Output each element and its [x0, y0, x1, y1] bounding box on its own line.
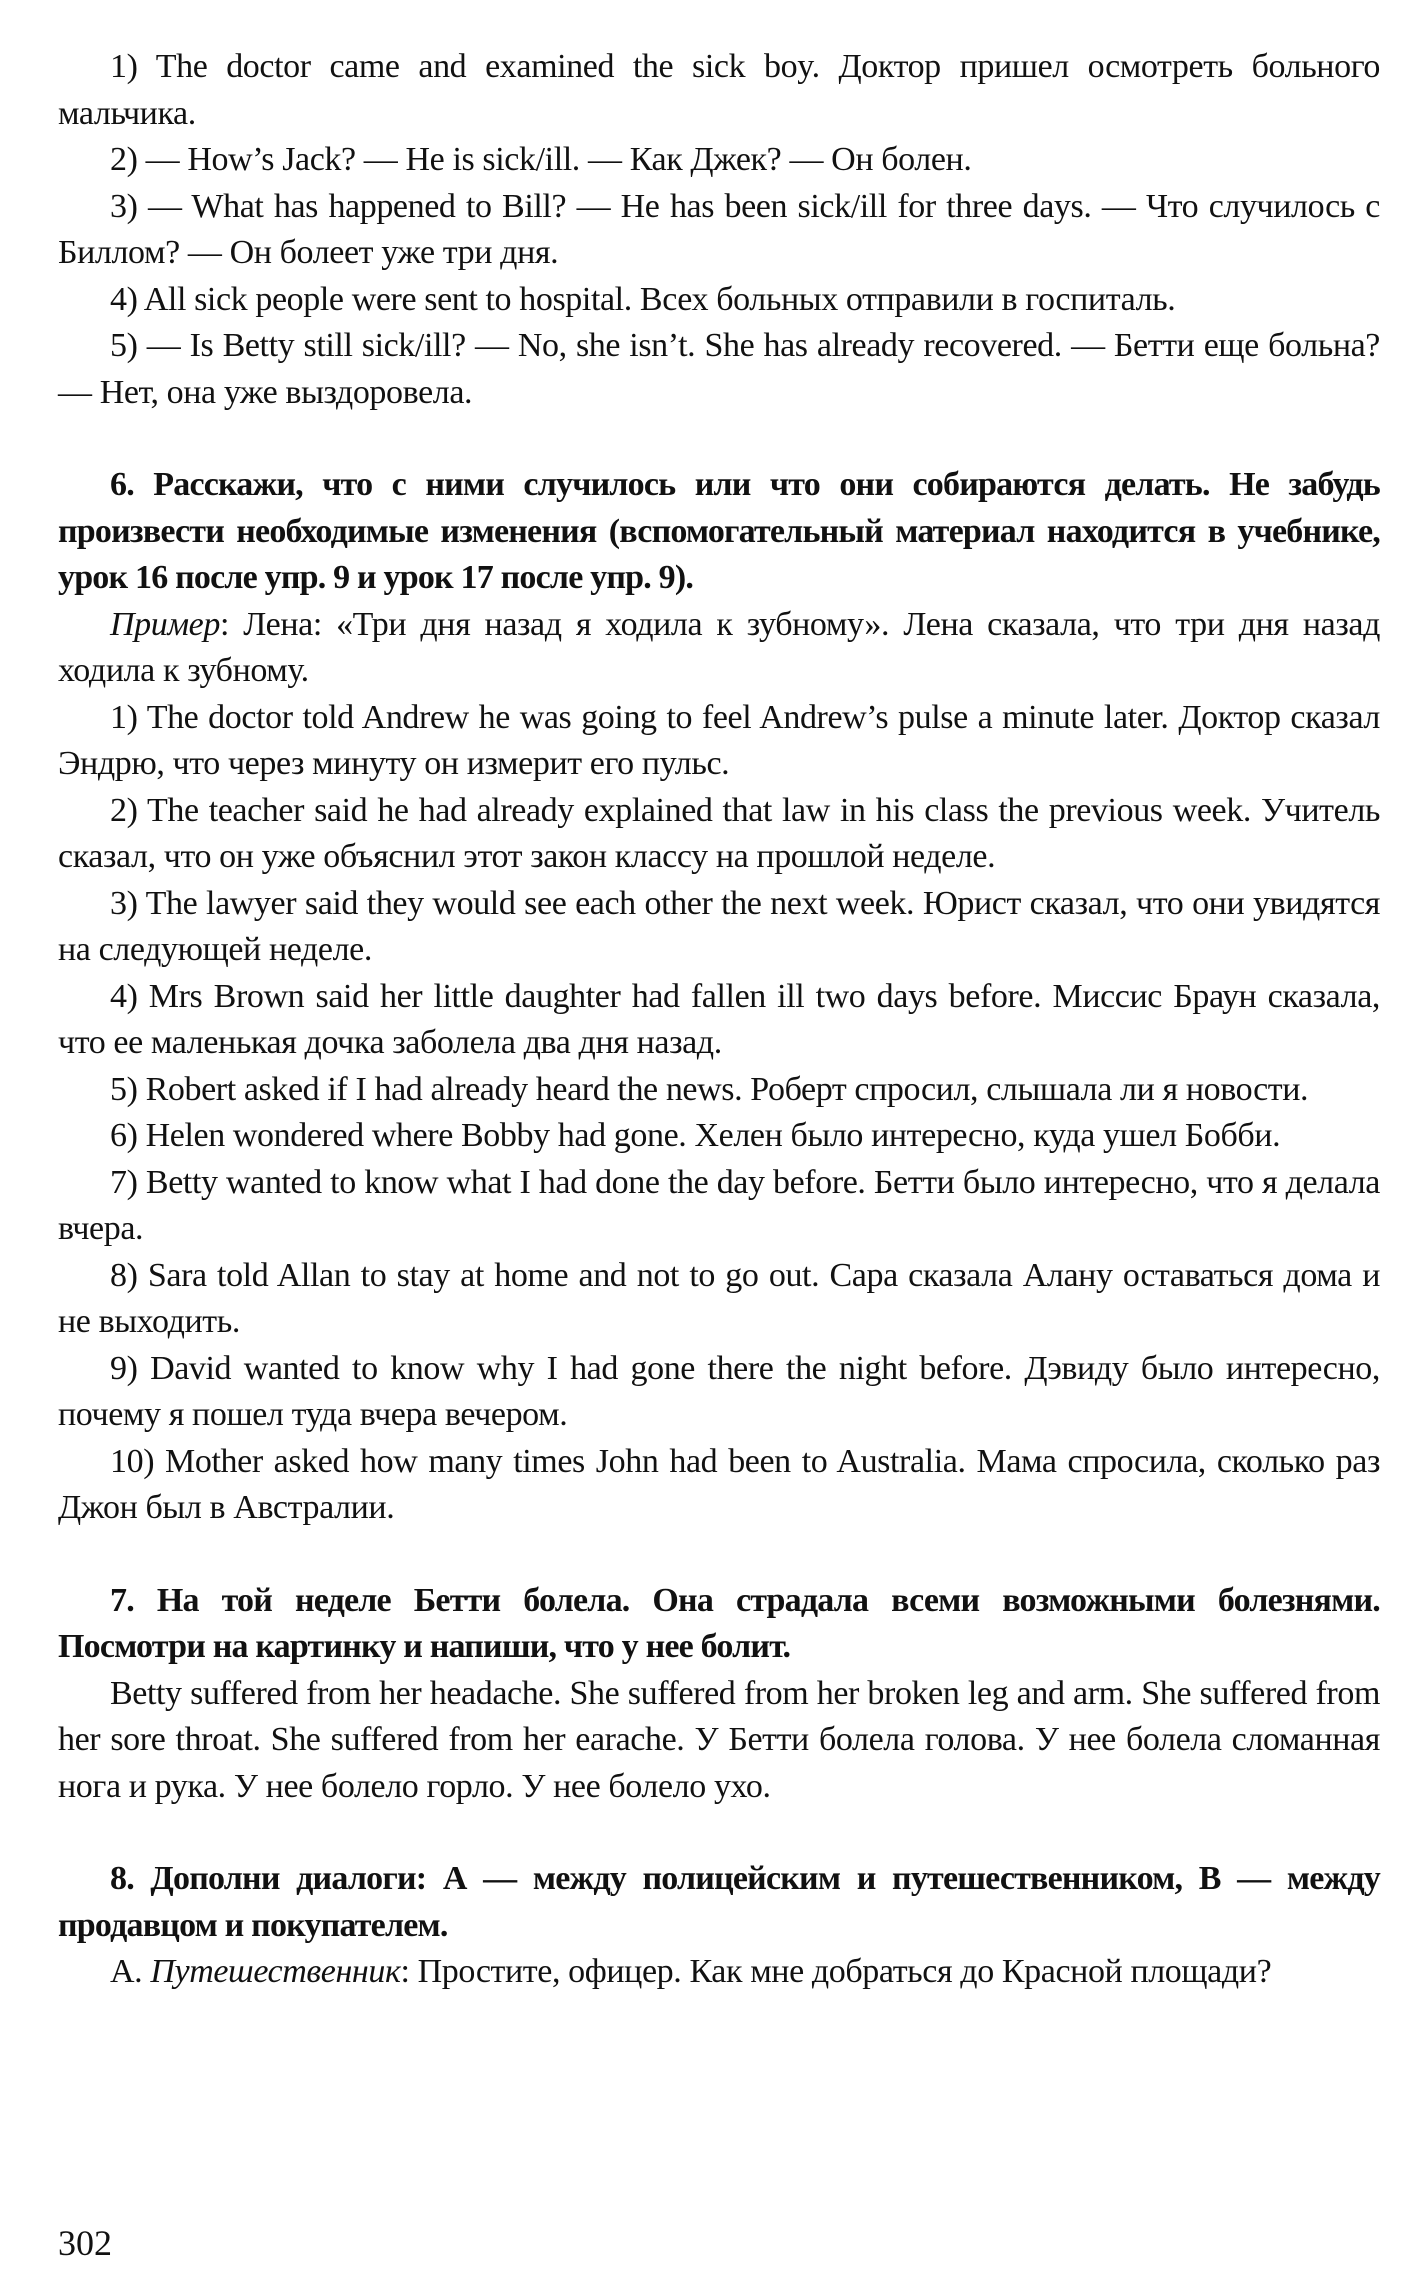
- dialogue-speaker: Путешественник: [150, 1953, 401, 1990]
- task-7-answer: Betty suffered from her headache. She suffered from her broken leg and arm. She suffered from her sore throat. She suffered from her earache. У Бетти болела голова. У нее болела сломанная нога и рука. У нее болело горло. У нее болело ухо.: [58, 1674, 1380, 1805]
- dialogue-text: : Простите, офицер. Как мне добраться до Красной площади?: [400, 1953, 1272, 1990]
- task-6-example: [58, 602, 1380, 695]
- answer-5-5: 5) — Is Betty still sick/ill? — No, she isn’t. She has already recovered. — Бетти еще больна? — Нет, она уже выздоровела.: [58, 327, 1380, 411]
- page-number: 302: [58, 2223, 112, 2263]
- document-page: [58, 44, 1380, 1996]
- task-6-heading: 6. Расскажи, что с ними случилось или что они собираются делать. Не забудь произвести необходимые изменения (вспомогательный материал находится в учебнике, урок 16 после упр. 9 и урок 17 после упр. 9).: [58, 466, 1380, 596]
- example-label: Пример: [110, 605, 220, 643]
- task-6-answer-10: 10) Mother asked how many times John had been to Australia. Мама спросила, сколько раз Джон был в Австралии.: [58, 1442, 1380, 1526]
- task-6-answer-8: 8) Sara told Allan to stay at home and not to go out. Сара сказала Алану оставаться дома и не выходить.: [58, 1256, 1380, 1340]
- example-text: : Лена: «Три дня назад я ходила к зубному». Лена сказала, что три дня назад ходила к зубному.: [58, 605, 1380, 689]
- answer-5-3: 3) — What has happened to Bill? — He has been sick/ill for three days. — Что случилось с Биллом? — Он болеет уже три дня.: [58, 187, 1380, 271]
- task-8-dialogue-line: [58, 1949, 1380, 1996]
- task-7-heading: 7. На той неделе Бетти болела. Она страдала всеми возможными болезнями. Посмотри на картинку и напиши, что у нее болит.: [58, 1581, 1380, 1665]
- task-6-answer-6: 6) Helen wondered where Bobby had gone. Хелен было интересно, куда ушел Бобби.: [110, 1117, 1281, 1154]
- answer-5-1: 1) The doctor came and examined the sick boy. Доктор пришел осмотреть больного мальчика.: [58, 48, 1380, 132]
- dialogue-prefix: А.: [110, 1953, 151, 1990]
- task-6-answer-9: 9) David wanted to know why I had gone there the night before. Дэвиду было интересно, почему я пошел туда вчера вечером.: [58, 1349, 1380, 1433]
- answer-5-4: 4) All sick people were sent to hospital. Всех больных отправили в госпиталь.: [110, 280, 1176, 318]
- task-8-heading: 8. Дополни диалоги: А — между полицейским и путешественником, В — между продавцом и покупателем.: [58, 1860, 1380, 1944]
- answer-5-2: 2) — How’s Jack? — He is sick/ill. — Как Джек? — Он болен.: [110, 141, 972, 178]
- task-6-answer-1: 1) The doctor told Andrew he was going to feel Andrew’s pulse a minute later. Доктор сказал Эндрю, что через минуту он измерит его пульс.: [58, 698, 1380, 782]
- task-6-answer-4: 4) Mrs Brown said her little daughter had fallen ill two days before. Миссис Браун сказала, что ее маленькая дочка заболела два дня назад.: [58, 977, 1380, 1061]
- task-6-answer-2: 2) The teacher said he had already explained that law in his class the previous week. Учитель сказал, что он уже объяснил этот закон классу на прошлой неделе.: [58, 791, 1380, 875]
- task-6-answer-3: 3) The lawyer said they would see each other the next week. Юрист сказал, что они увидятся на следующей неделе.: [58, 884, 1380, 968]
- task-6-answer-5: 5) Robert asked if I had already heard the news. Роберт спросил, слышала ли я новости.: [110, 1070, 1309, 1108]
- task-6-answer-7: 7) Betty wanted to know what I had done the day before. Бетти было интересно, что я делала вчера.: [58, 1163, 1380, 1247]
